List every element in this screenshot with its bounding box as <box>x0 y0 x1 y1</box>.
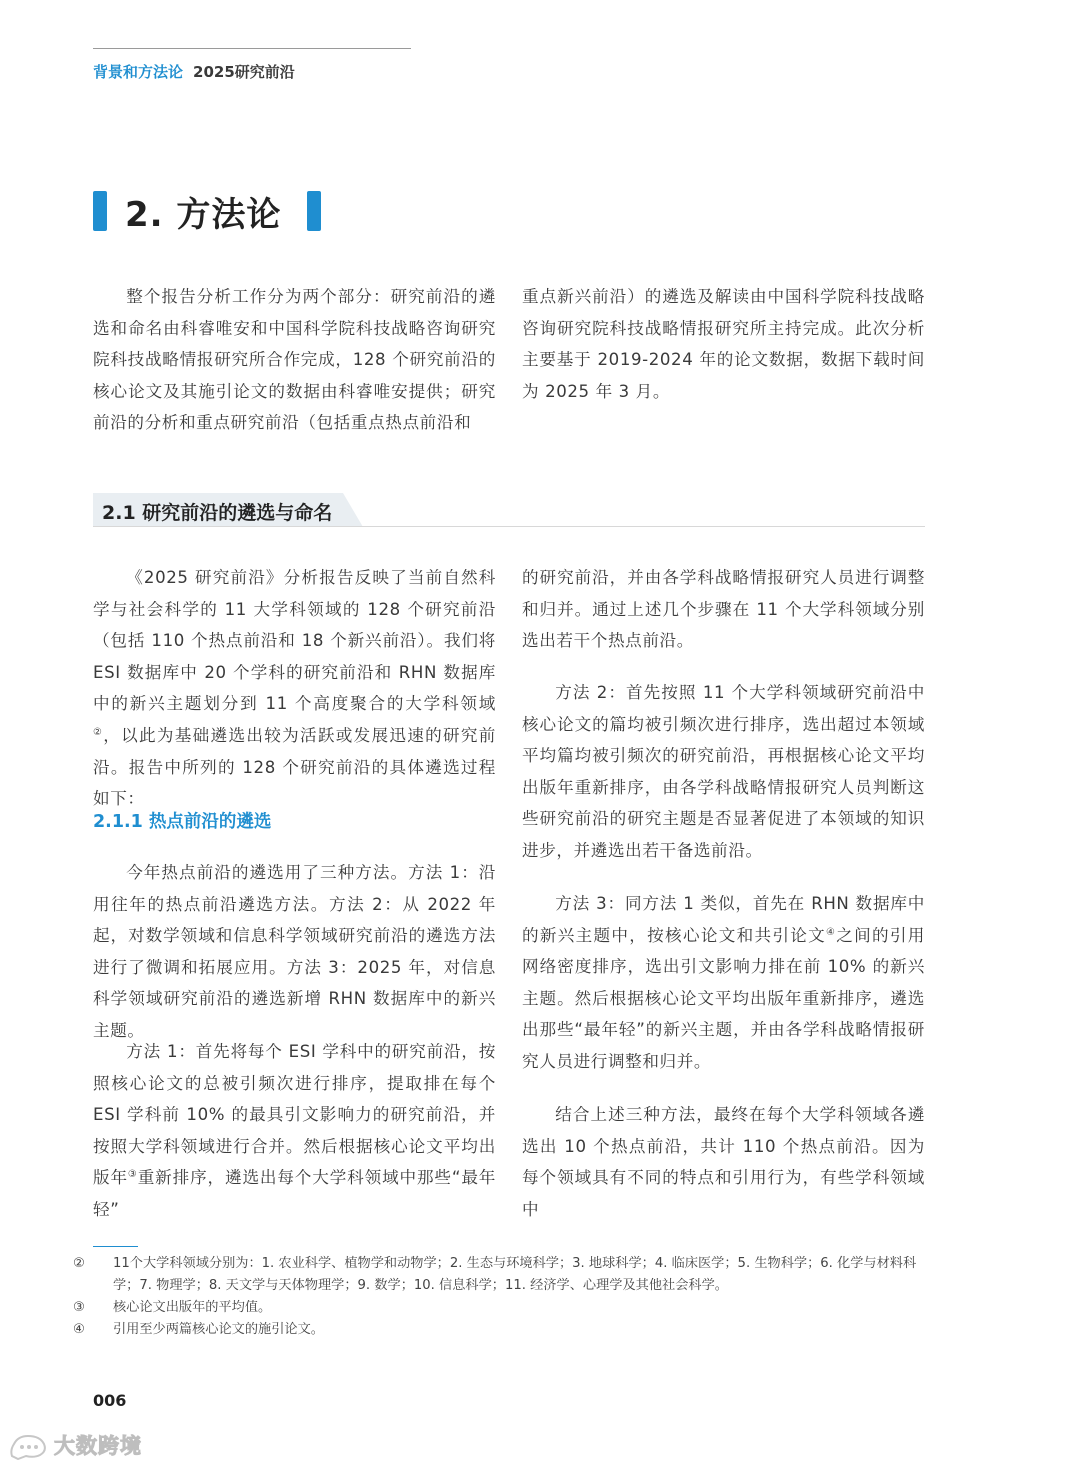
subsection-title: 2.1 研究前沿的遴选与命名 <box>102 502 333 524</box>
footnote-2-marker: ② <box>73 1256 85 1271</box>
header-rule <box>93 48 411 49</box>
page-number: 006 <box>93 1391 127 1410</box>
footnote-3-marker: ③ <box>73 1300 85 1315</box>
section-title-left-bar <box>93 191 107 231</box>
header-section: 背景和方法论 <box>93 63 184 81</box>
subsection-rule <box>93 526 925 527</box>
intro-right-paragraph: 重点新兴前沿）的遴选及解读由中国科学院科技战略咨询研究院科技战略情报研究所主持完成。此次分析主要基于 2019-2024 年的论文数据，数据下载时间为 2025 年 3 月。 <box>522 287 925 401</box>
chat-bubble-logo-icon <box>8 1430 50 1460</box>
subsection-band <box>93 493 363 527</box>
body-left-p1-part-b: ，以此为基础遴选出较为活跃或发展迅速的研究前沿。报告中所列的 128 个研究前沿的具体遴选过程如下： <box>93 725 496 809</box>
body-right-paragraph-3 <box>522 888 925 1078</box>
body-left-paragraph-1 <box>93 562 496 815</box>
body-right-p3-part-a: 方法 3：同方法 1 类似，首先在 RHN 数据库中的新兴主题中，按核心论文和共引论文 <box>522 894 925 945</box>
footnote-rule <box>93 1246 138 1247</box>
footnote-3 <box>73 1297 925 1319</box>
body-left-p3-part-a: 方法 1：首先将每个 ESI 学科中的研究前沿，按照核心论文的总被引频次进行排序，提取排在每个 ESI 学科前 10% 的最具引文影响力的研究前沿，并按照大学科领域进行合并。然后根据核心论文平均出版年 <box>93 1042 496 1188</box>
body-right-p3-part-b: 之间的引用网络密度排序，选出引文影响力排在前 10% 的新兴主题。然后根据核心论文平均出版年重新排序，遴选出那些“最年轻”的新兴主题，并由各学科战略情报研究人员进行调整和归并。 <box>522 925 926 1071</box>
body-left-paragraph-2: 今年热点前沿的遴选用了三种方法。方法 1：沿用往年的热点前沿遴选方法。方法 2：从 2022 年起，对数学领域和信息科学领域研究前沿的遴选方法进行了微调和拓展应用。方法 3：2025 年，对信息科学领域研究前沿的遴选新增 RHN 数据库中的新兴主题。 <box>93 863 496 1040</box>
footnote-4 <box>73 1319 925 1341</box>
footnote-4-text: 引用至少两篇核心论文的施引论文。 <box>113 1322 324 1337</box>
running-header <box>93 61 295 82</box>
subsubsection-title: 2.1.1 热点前沿的遴选 <box>93 812 272 832</box>
watermark <box>8 1428 142 1462</box>
body-left-p1-part-a: 《2025 研究前沿》分析报告反映了当前自然科学与社会科学的 11 大学科领域的 128 个研究前沿（包括 110 个热点前沿和 18 个新兴前沿）。我们将 ESI 数据库中 20 个学科的研究前沿和 RHN 数据库中的新兴主题划分到 11 个高度聚合的大学科领域 <box>93 568 496 714</box>
intro-left-paragraph: 整个报告分析工作分为两个部分：研究前沿的遴选和命名由科睿唯安和中国科学院科技战略咨询研究院科技战略情报研究所合作完成，128 个研究前沿的核心论文及其施引论文的数据由科睿唯安提供；研究前沿的分析和重点研究前沿（包括重点热点前沿和 <box>93 287 496 433</box>
footnote-2 <box>73 1253 925 1297</box>
body-right-paragraph-4: 结合上述三种方法，最终在每个大学科领域各遴选出 10 个热点前沿，共计 110 个热点前沿。因为每个领域具有不同的特点和引用行为，有些学科领域中 <box>522 1105 925 1219</box>
section-title-right-bar <box>307 191 321 231</box>
body-left-p3-part-b: 重新排序，遴选出每个大学科领域中那些“最年轻” <box>93 1168 496 1219</box>
footnote-3-text: 核心论文出版年的平均值。 <box>113 1300 272 1315</box>
body-right-paragraph-2: 方法 2：首先按照 11 个大学科领域研究前沿中核心论文的篇均被引频次进行排序，选出超过本领域平均篇均被引频次的研究前沿，再根据核心论文平均出版年重新排序，由各学科战略情报研究人员判断这些研究前沿的研究主题是否显著促进了本领域的知识进步，并遴选出若干备选前沿。 <box>522 683 925 860</box>
section-title <box>93 190 321 235</box>
section-title-text: 2. 方法论 <box>125 194 282 235</box>
footnote-ref-3: ③ <box>127 1169 138 1181</box>
body-right-paragraph-1: 的研究前沿，并由各学科战略情报研究人员进行调整和归并。通过上述几个步骤在 11 个大学科领域分别选出若干个热点前沿。 <box>522 568 925 651</box>
footnote-ref-2: ② <box>93 726 104 738</box>
header-subtitle: 2025研究前沿 <box>193 63 295 81</box>
watermark-text: 大数跨境 <box>54 1434 142 1458</box>
footnote-ref-4: ④ <box>826 926 837 938</box>
footnote-2-text: 11个大学科领域分别为：1. 农业科学、植物学和动物学；2. 生态与环境科学；3. 地球科学；4. 临床医学；5. 生物科学；6. 化学与材料科学；7. 物理学；8. 天文学与天体物理学；9. 数学；10. 信息科学；11. 经济学、心理学及其他社会科学。 <box>113 1256 917 1293</box>
footnote-4-marker: ④ <box>73 1322 85 1337</box>
body-left-paragraph-3 <box>93 1036 496 1226</box>
